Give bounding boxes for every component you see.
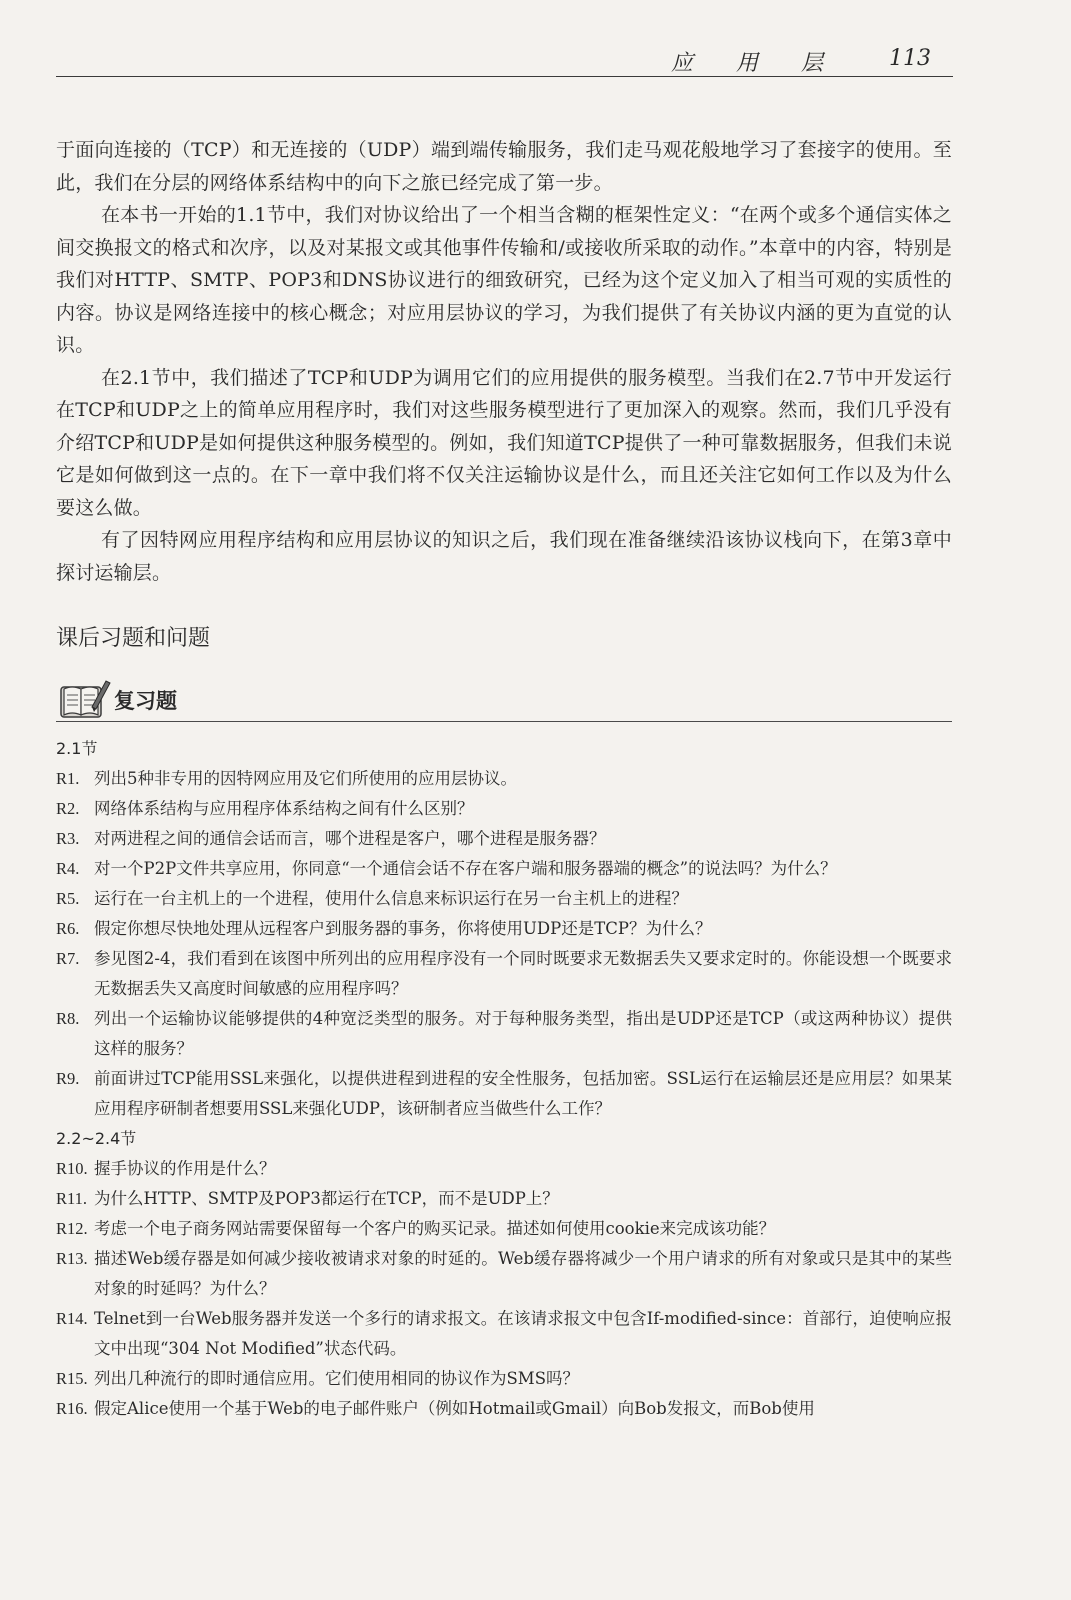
question-text: 假定Alice使用一个基于Web的电子邮件账户（例如Hotmail或Gmail）向Bob发报文，而Bob使用 xyxy=(94,1399,815,1418)
question-text: 列出几种流行的即时通信应用。它们使用相同的协议作为SMS吗？ xyxy=(94,1369,580,1388)
paragraph-2: 在本书一开始的1.1节中，我们对协议给出了一个相当含糊的框架性定义：“在两个或多个通信实体之间交换报文的格式和次序，以及对某报文或其他事件传输和/或接收所采取的动作。”本章中的内容，特别是我们对HTTP、SMTP、POP3和DNS协议进行的细致研究，已经为这个定义加入了相当可观的实质性的内容。协议是网络连接中的核心概念；对应用层协议的学习，为我们提供了有关协议内涵的更为直觉的认识。 xyxy=(56,204,952,356)
question-number: R6. xyxy=(56,919,80,938)
question-number: R12. xyxy=(56,1219,88,1238)
question-text: 列出5种非专用的因特网应用及它们所使用的应用层协议。 xyxy=(94,769,517,788)
chapter-title: 应 用 层 xyxy=(671,51,841,76)
question-text: Telnet到一台Web服务器并发送一个多行的请求报文。在该请求报文中包含If-modified-since：首部行，迫使响应报文中出现“304 Not Modified”状态代码。 xyxy=(94,1309,952,1358)
question-number: R5. xyxy=(56,889,80,908)
question-text: 握手协议的作用是什么？ xyxy=(94,1159,276,1178)
question-text: 参见图2-4，我们看到在该图中所列出的应用程序没有一个同时既要求无数据丢失又要求定时的。你能设想一个既要求无数据丢失又高度时间敏感的应用程序吗？ xyxy=(94,949,952,998)
question-number: R4. xyxy=(56,859,80,878)
question-item xyxy=(56,824,952,854)
question-item xyxy=(56,1214,952,1244)
question-item xyxy=(56,1064,952,1124)
question-item xyxy=(56,854,952,884)
question-item xyxy=(56,884,952,914)
question-number: R13. xyxy=(56,1249,88,1268)
question-item xyxy=(56,944,952,1004)
question-text: 描述Web缓存器是如何减少接收被请求对象的时延的。Web缓存器将减少一个用户请求的所有对象或只是其中的某些对象的时延吗？为什么？ xyxy=(94,1249,952,1298)
question-item xyxy=(56,764,952,794)
question-text: 前面讲过TCP能用SSL来强化，以提供进程到进程的安全性服务，包括加密。SSL运行在运输层还是应用层？如果某应用程序研制者想要用SSL来强化UDP，该研制者应当做些什么工作？ xyxy=(94,1069,952,1118)
question-item xyxy=(56,794,952,824)
question-number: R3. xyxy=(56,829,80,848)
question-text: 列出一个运输协议能够提供的4种宽泛类型的服务。对于每种服务类型，指出是UDP还是TCP（或这两种协议）提供这样的服务？ xyxy=(94,1009,952,1058)
question-item xyxy=(56,1004,952,1064)
question-text: 为什么HTTP、SMTP及POP3都运行在TCP，而不是UDP上？ xyxy=(94,1189,559,1208)
question-text: 运行在一台主机上的一个进程，使用什么信息来标识运行在另一台主机上的进程？ xyxy=(94,889,688,908)
question-number: R8. xyxy=(56,1009,80,1028)
question-text: 考虑一个电子商务网站需要保留每一个客户的购买记录。描述如何使用cookie来完成该功能？ xyxy=(94,1219,776,1238)
question-text: 对两进程之间的通信会话而言，哪个进程是客户，哪个进程是服务器？ xyxy=(94,829,606,848)
question-number: R14. xyxy=(56,1309,88,1328)
subsection-label: 2.2~2.4节 xyxy=(56,1129,137,1148)
review-title: 复习题 xyxy=(114,689,177,713)
question-number: R11. xyxy=(56,1189,88,1208)
question-item xyxy=(56,1364,952,1394)
paragraph-4: 有了因特网应用程序结构和应用层协议的知识之后，我们现在准备继续沿该协议栈向下，在第3章中探讨运输层。 xyxy=(56,529,952,584)
section-title: 课后习题和问题 xyxy=(56,626,211,651)
question-number: R1. xyxy=(56,769,80,788)
page-body xyxy=(56,134,952,1424)
question-number: R7. xyxy=(56,949,80,968)
question-item xyxy=(56,1244,952,1304)
question-number: R9. xyxy=(56,1069,80,1088)
review-heading xyxy=(56,677,952,722)
question-number: R15. xyxy=(56,1369,88,1388)
question-number: R16. xyxy=(56,1399,88,1418)
paragraph-3: 在2.1节中，我们描述了TCP和UDP为调用它们的应用提供的服务模型。当我们在2.7节中开发运行在TCP和UDP之上的简单应用程序时，我们对这些服务模型进行了更加深入的观察。然而，我们几乎没有介绍TCP和UDP是如何提供这种服务模型的。例如，我们知道TCP提供了一种可靠数据服务，但我们未说它是如何做到这一点的。在下一章中我们将不仅关注运输协议是什么，而且还关注它如何工作以及为什么要这么做。 xyxy=(56,366,952,519)
question-text: 网络体系结构与应用程序体系结构之间有什么区别？ xyxy=(94,799,474,818)
question-number: R10. xyxy=(56,1159,88,1178)
running-header xyxy=(56,44,953,77)
notebook-icon xyxy=(58,677,112,721)
question-text: 对一个P2P文件共享应用，你同意“一个通信会话不存在客户端和服务器端的概念”的说法吗？为什么？ xyxy=(94,859,837,878)
question-item xyxy=(56,1154,952,1184)
question-number: R2. xyxy=(56,799,80,818)
question-item xyxy=(56,1394,952,1424)
question-list xyxy=(56,734,952,1424)
paragraph-1: 于面向连接的（TCP）和无连接的（UDP）端到端传输服务，我们走马观花般地学习了套接字的使用。至此，我们在分层的网络体系结构中的向下之旅已经完成了第一步。 xyxy=(56,139,952,194)
question-text: 假定你想尽快地处理从远程客户到服务器的事务，你将使用UDP还是TCP？为什么？ xyxy=(94,919,712,938)
question-item xyxy=(56,914,952,944)
question-item xyxy=(56,1304,952,1364)
question-item xyxy=(56,1184,952,1214)
subsection-label: 2.1节 xyxy=(56,739,98,758)
page-number: 113 xyxy=(889,46,931,71)
